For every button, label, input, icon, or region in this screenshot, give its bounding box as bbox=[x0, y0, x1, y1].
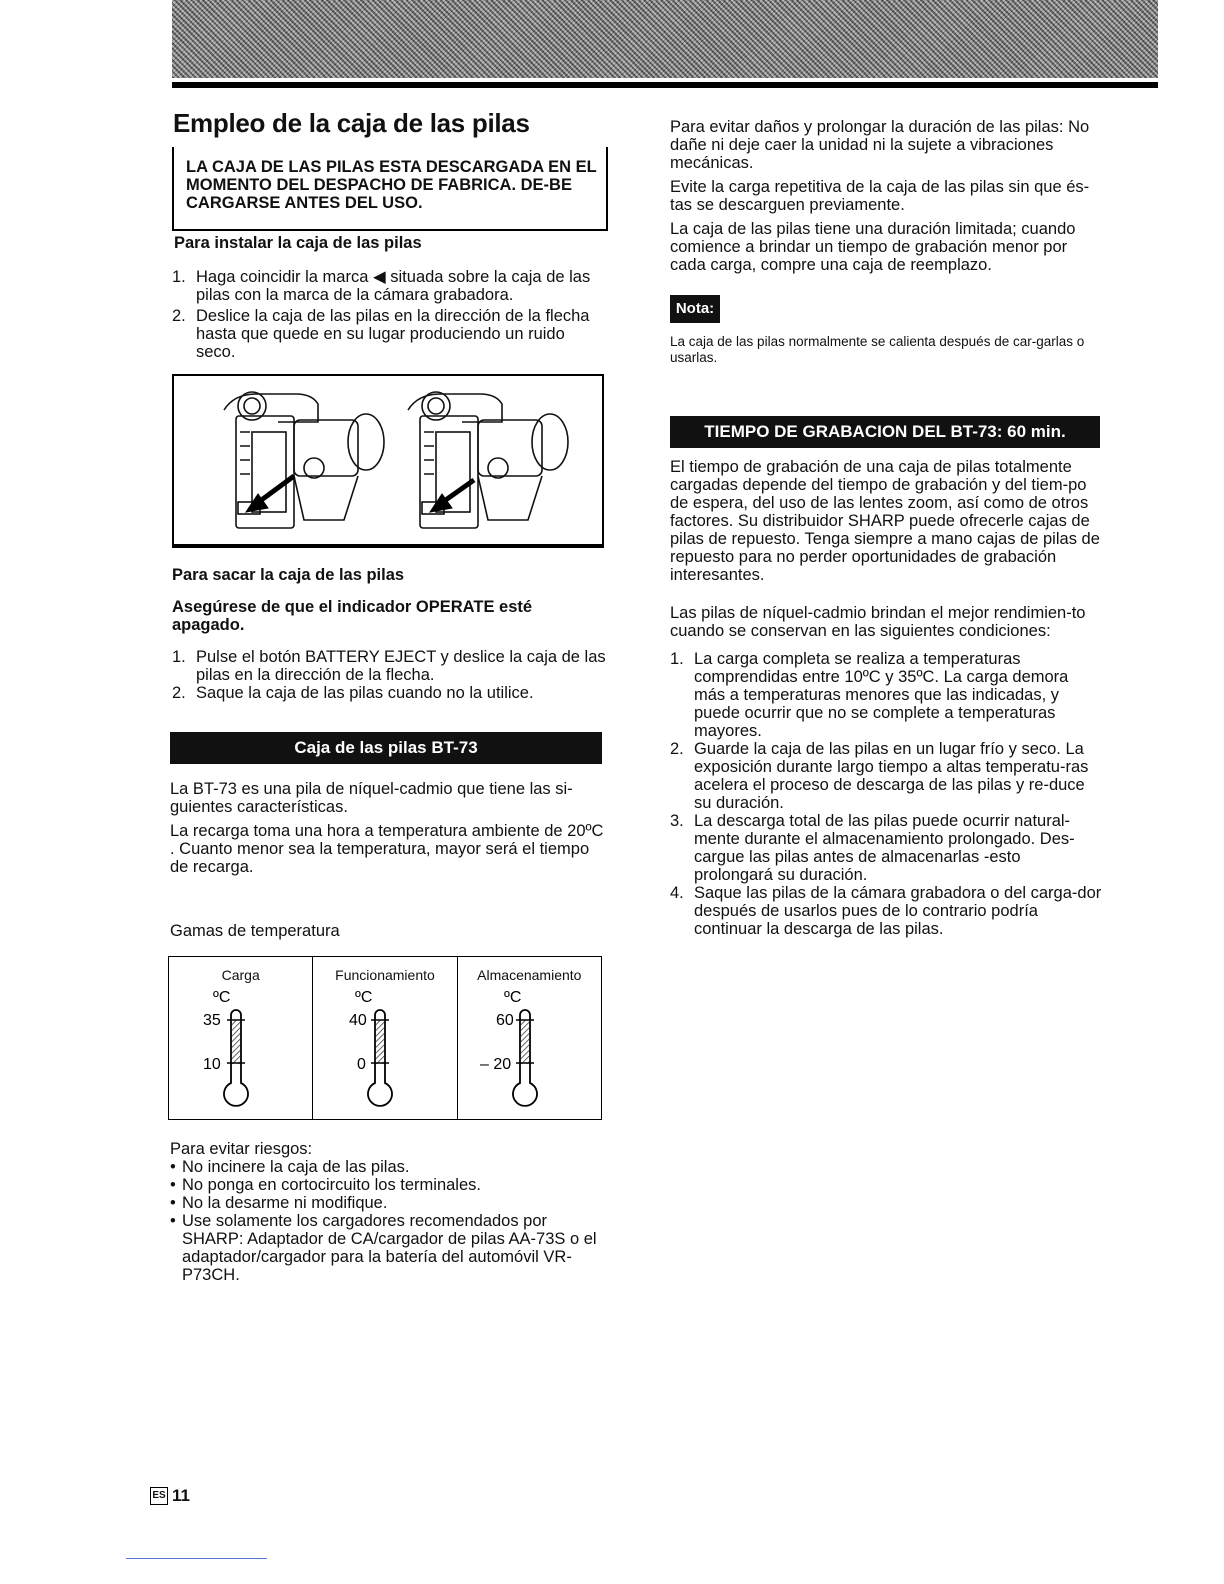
bt73-text bbox=[170, 780, 604, 876]
footer-line bbox=[126, 1558, 267, 1559]
recording-paragraph-1: El tiempo de grabación de una caja de pilas totalmente cargadas depende del tiempo de grabación y del tiem-po de espera, del uso de las lentes zoom, así como de otros factores. Su distribuidor SHARP puede ofrecerle cajas de pilas de repuesto. Tenga siempre a mano cajas de pilas de repuesto para no perder oportunidades de grabación interesantes. bbox=[670, 458, 1100, 584]
column-label: Funcionamiento bbox=[335, 967, 435, 983]
svg-text:10: 10 bbox=[203, 1056, 221, 1073]
header-band bbox=[172, 0, 1158, 78]
column-label: Almacenamiento bbox=[477, 967, 582, 983]
list-item: • Use solamente los cargadores recomendados por SHARP: Adaptador de CA/cargador de pilas AA-73S o el adaptador/cargador para la batería del automóvil VR-P73CH. bbox=[170, 1212, 606, 1284]
temperature-column-operation bbox=[312, 957, 456, 1119]
care-text bbox=[670, 118, 1102, 274]
temperature-column-charge bbox=[169, 957, 312, 1119]
camcorder-drawing bbox=[174, 376, 602, 544]
list-item: 1. Haga coincidir la marca ◀ situada sobre la caja de las pilas con la marca de la cámara grabadora. bbox=[172, 268, 591, 304]
condition-text: La carga completa se realiza a temperaturas comprendidas entre 10ºC y 35ºC. La carga demora más a temperaturas menores que las indicadas, y puede ocurrir que no se complete a temperaturas mayores. bbox=[694, 650, 1069, 740]
step-text: Deslice la caja de las pilas en la dirección de la flecha hasta que quede en su lugar produciendo un ruido seco. bbox=[196, 307, 590, 361]
note-badge: Nota: bbox=[670, 295, 720, 323]
step-text: Haga coincidir la marca ◀ situada sobre la caja de las pilas con la marca de la cámara grabadora. bbox=[196, 268, 591, 304]
list-item: 1. Pulse el botón BATTERY EJECT y deslice la caja de las pilas en la dirección de la flecha. bbox=[172, 648, 606, 684]
svg-text:ºC: ºC bbox=[503, 989, 522, 1006]
svg-text:ºC: ºC bbox=[213, 989, 231, 1006]
step-text: Pulse el botón BATTERY EJECT y deslice la caja de las pilas en la dirección de la flecha. bbox=[196, 648, 606, 684]
svg-text:0: 0 bbox=[357, 1056, 367, 1073]
temperature-heading: Gamas de temperatura bbox=[170, 922, 340, 940]
svg-text:40: 40 bbox=[349, 1012, 368, 1029]
page-title: Empleo de la caja de las pilas bbox=[173, 108, 530, 138]
svg-text:60: 60 bbox=[495, 1012, 514, 1029]
thermometer-icon bbox=[458, 957, 602, 1117]
thermometer-icon bbox=[313, 957, 457, 1117]
condition-text: Saque las pilas de la cámara grabadora o del carga-dor después de usarlos pues de lo contrario podría continuar la descarga de las pilas. bbox=[694, 884, 1102, 938]
condition-text: La descarga total de las pilas puede ocurrir natural-mente durante el almacenamiento prolongado. Des-cargue las pilas antes de almacenarlas -esto prolongará su duración. bbox=[694, 812, 1075, 884]
condition-text: Guarde la caja de las pilas en un lugar frío y seco. La exposición durante largo tiempo a altas temperatu-ras acelera el proceso de descarga de las pilas y re-duce su duración. bbox=[694, 740, 1089, 812]
thermometer-icon bbox=[169, 957, 313, 1117]
language-badge: ES bbox=[150, 1487, 168, 1505]
temperature-column-storage bbox=[457, 957, 601, 1119]
svg-text:35: 35 bbox=[203, 1012, 221, 1029]
list-item: 2. Deslice la caja de las pilas en la dirección de la flecha hasta que quede en su lugar produciendo un ruido seco. bbox=[172, 307, 590, 361]
care-paragraph-2: Evite la carga repetitiva de la caja de las pilas sin que és-tas se descarguen previamente. bbox=[670, 178, 1090, 214]
recording-paragraph-2: Las pilas de níquel-cadmio brindan el mejor rendimien-to cuando se conservan en las siguientes condiciones: bbox=[670, 604, 1086, 640]
remove-note: Asegúrese de que el indicador OPERATE esté apagado. bbox=[172, 598, 533, 634]
svg-text:ºC: ºC bbox=[355, 989, 373, 1006]
bt73-paragraph-1: La BT-73 es una pila de níquel-cadmio que tiene las si-guientes características. bbox=[170, 780, 573, 816]
camcorder-illustration bbox=[172, 374, 604, 548]
install-heading: Para instalar la caja de las pilas bbox=[174, 234, 422, 252]
list-item: 2. Saque la caja de las pilas cuando no la utilice. bbox=[172, 684, 534, 702]
care-paragraph-1: Para evitar daños y prolongar la duración de las pilas: No dañe ni deje caer la unidad ni la sujete a vibraciones mecánicas. bbox=[670, 118, 1090, 172]
header-rule bbox=[172, 82, 1158, 88]
note-text: La caja de las pilas normalmente se calienta después de car-garlas o usarlas. bbox=[670, 334, 1085, 365]
list-item: 1. La carga completa se realiza a temperaturas comprendidas entre 10ºC y 35ºC. La carga demora más a temperaturas menores que las indicadas, y puede ocurrir que no se complete a temperaturas mayores. bbox=[670, 650, 1069, 740]
svg-text:– 20: – 20 bbox=[479, 1056, 511, 1073]
care-paragraph-3: La caja de las pilas tiene una duración limitada; cuando comience a brindar un tiempo de grabación menor por cada carga, compre una caja de reemplazo. bbox=[670, 220, 1076, 274]
recording-time-bar: TIEMPO DE GRABACION DEL BT-73: 60 min. bbox=[670, 416, 1100, 448]
page-number: 11 bbox=[172, 1486, 190, 1505]
risks-heading: Para evitar riesgos: bbox=[170, 1140, 313, 1158]
recording-text bbox=[670, 458, 1102, 938]
list-item: • No incinere la caja de las pilas. bbox=[170, 1158, 606, 1176]
list-item: 3. La descarga total de las pilas puede ocurrir natural-mente durante el almacenamiento prolongado. Des-cargue las pilas antes de almacenarlas -esto prolongará su duración. bbox=[670, 812, 1075, 884]
list-item: 4. Saque las pilas de la cámara grabadora o del carga-dor después de usarlos pues de lo contrario podría continuar la descarga de las pilas. bbox=[670, 884, 1102, 938]
step-text: Saque la caja de las pilas cuando no la utilice. bbox=[196, 684, 534, 702]
remove-steps bbox=[172, 648, 608, 702]
warning-text: LA CAJA DE LAS PILAS ESTA DESCARGADA EN EL MOMENTO DEL DESPACHO DE FABRICA. DE-BE CARGARSE ANTES DEL USO. bbox=[186, 158, 597, 212]
list-item: • No ponga en cortocircuito los terminales. bbox=[170, 1176, 606, 1194]
bt73-paragraph-2: La recarga toma una hora a temperatura ambiente de 20ºC . Cuanto menor sea la temperatura, mayor será el tiempo de recarga. bbox=[170, 822, 604, 876]
list-item: 2. Guarde la caja de las pilas en un lugar frío y seco. La exposición durante largo tiempo a altas temperatu-ras acelera el proceso de descarga de las pilas y re-duce su duración. bbox=[670, 740, 1089, 812]
column-label: Carga bbox=[221, 967, 260, 983]
list-item: • No la desarme ni modifique. bbox=[170, 1194, 606, 1212]
remove-heading: Para sacar la caja de las pilas bbox=[172, 566, 405, 584]
temperature-table bbox=[168, 956, 602, 1120]
bt73-section-bar: Caja de las pilas BT-73 bbox=[170, 732, 602, 764]
install-steps bbox=[172, 268, 608, 361]
risks-section bbox=[170, 1140, 606, 1284]
